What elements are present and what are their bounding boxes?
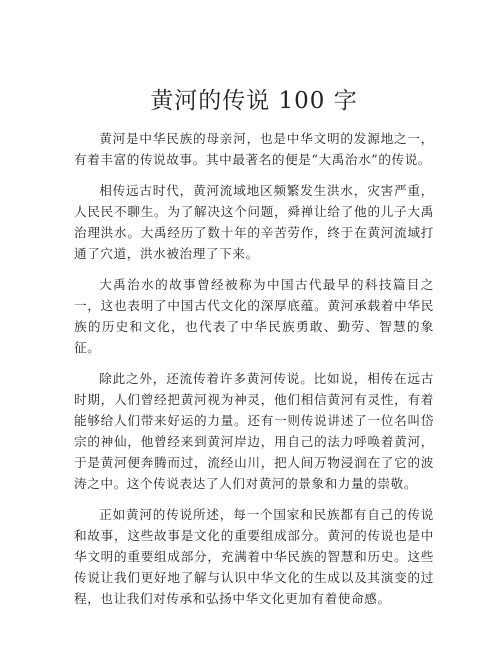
paragraph-5: 正如黄河的传说所述，每一个国家和民族都有自己的传说和故事，这些故事是文化的重要组成部分。黄河的传说也是中华文明的重要组成部分，充满着中华民族的智慧和历史。这些传说让我们更好地了解与认识中华文化的生成以及其演变的过程，也让我们对传承和弘扬中华文化更加有着使命感。 (74, 507, 434, 606)
paragraph-1: 黄河是中华民族的母亲河，也是中华文明的发源地之一，有着丰富的传说故事。其中最著名的便是“大禹治水”的传说。 (74, 131, 434, 167)
paragraph-2: 相传远古时代，黄河流域地区频繁发生洪水，灾害严重，人民民不聊生。为了解决这个问题，舜禅让给了他的儿子大禹治理洪水。大禹经历了数十年的辛苦劳作，终于在黄河流域打通了穴道，洪水被治理了下来。 (74, 183, 434, 261)
document-title: 黄河的传说 100 字 (150, 88, 358, 114)
paragraph-4: 除此之外，还流传着许多黄河传说。比如说，相传在远古时期，人们曾经把黄河视为神灵，他们相信黄河有灵性，有着能够给人们带来好运的力量。还有一则传说讲述了一位名叫岱宗的神仙，他曾经来到黄河岸边，用自己的法力呼唤着黄河，于是黄河便奔腾而过，流经山川，把人间万物浸润在了它的波涛之中。这个传说表达了人们对黄河的景象和力量的崇敬。 (74, 371, 434, 491)
paragraph-3: 大禹治水的故事曾经被称为中国古代最早的科技篇目之一，这也表明了中国古代文化的深厚底蕴。黄河承载着中华民族的历史和文化，也代表了中华民族勇敢、勤劳、智慧的象征。 (74, 277, 434, 355)
